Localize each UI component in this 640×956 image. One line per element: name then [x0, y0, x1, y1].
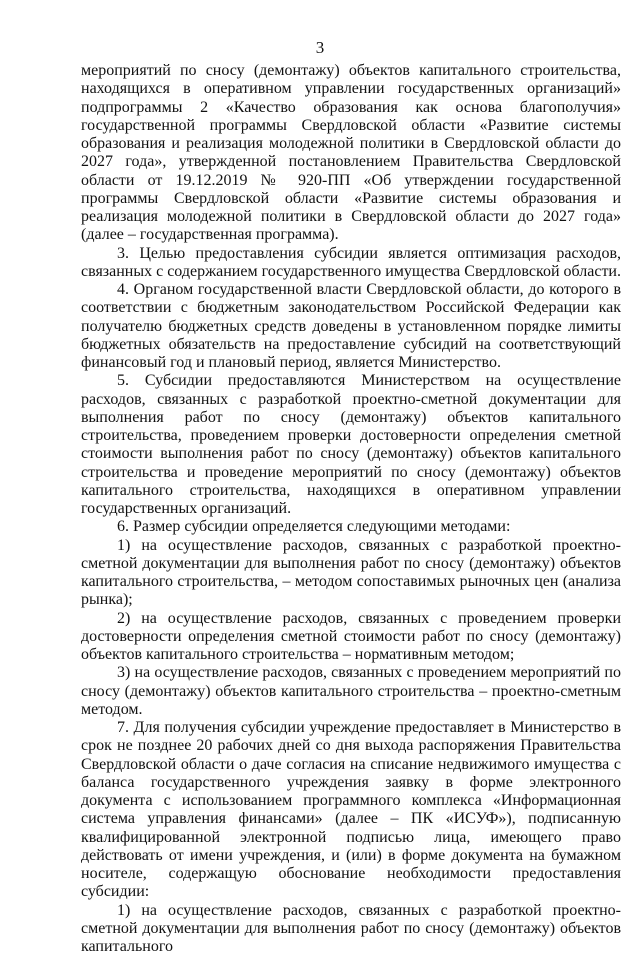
- paragraph-7-item-1: 1) на осуществление расходов, связанных с разработкой проектно-сметной документации для выполнения работ по сносу (демонтажу) объектов капитального: [81, 902, 621, 956]
- paragraph-continuation: мероприятий по сносу (демонтажу) объектов капитального строительства, находящихся в оперативном управлении государственных организаций» подпрограммы 2 «Качество образования как основа благополучия» государственной программы Свердловской области «Развитие системы образования и реализация молодежной политики в Свердловской области до 2027 года», утвержденной постановлением Правительства Свердловской области от 19.12.2019 № 920-ПП «Об утверждении государственной программы Свердловской области «Развитие системы образования и реализация молодежной политики в Свердловской области до 2027 года» (далее – государственная программа).: [81, 62, 621, 245]
- paragraph-6-item-3: 3) на осуществление расходов, связанных с проведением мероприятий по сносу (демонтажу) объектов капитального строительства – проектно-сметным методом.: [81, 664, 621, 719]
- paragraph-6-item-2: 2) на осуществление расходов, связанных с проведением проверки достоверности определения сметной стоимости работ по сносу (демонтажу) объектов капитального строительства – нормативным методом;: [81, 610, 621, 665]
- paragraph-5-subsidies: 5. Субсидии предоставляются Министерством на осуществление расходов, связанных с разработкой проектно-сметной документации для выполнения работ по сносу (демонтажу) объектов капитального строительства, проведением проверки достоверности определения сметной стоимости выполнения работ по сносу (демонтажу) объектов капитального строительства и проведение мероприятий по сносу (демонтажу) объектов капитального строительства, находящихся в оперативном управлении государственных организаций.: [81, 372, 621, 518]
- paragraph-4-authority: 4. Органом государственной власти Свердловской области, до которого в соответствии с бюджетным законодательством Российской Федерации как получателю бюджетных средств доведены в установленном порядке лимиты бюджетных обязательств на предоставление субсидий на соответствующий финансовый год и плановый период, является Министерство.: [81, 281, 621, 372]
- paragraph-6-item-1: 1) на осуществление расходов, связанных с разработкой проектно-сметной документации для выполнения работ по сносу (демонтажу) объектов капитального строительства, – методом сопоставимых рыночных цен (анализа рынка);: [81, 537, 621, 610]
- paragraph-6-methods: 6. Размер субсидии определяется следующими методами:: [81, 518, 621, 536]
- paragraph-7-application: 7. Для получения субсидии учреждение предоставляет в Министерство в срок не позднее 20 рабочих дней со дня выхода распоряжения Правительства Свердловской области о даче согласия на списание недвижимого имущества с баланса государственного учреждения заявку в форме электронного документа с использованием программного комплекса «Информационная система управления финансами» (далее – ПК «ИСУФ»), подписанную квалифицированной электронной подписью лица, имеющего право действовать от имени учреждения, и (или) в форме документа на бумажном носителе, содержащую обоснование необходимости предоставления субсидии:: [81, 719, 621, 902]
- paragraph-3-purpose: 3. Целью предоставления субсидии является оптимизация расходов, связанных с содержанием государственного имущества Свердловской области.: [81, 245, 621, 282]
- document-body: [81, 62, 621, 956]
- page-number: 3: [0, 38, 640, 58]
